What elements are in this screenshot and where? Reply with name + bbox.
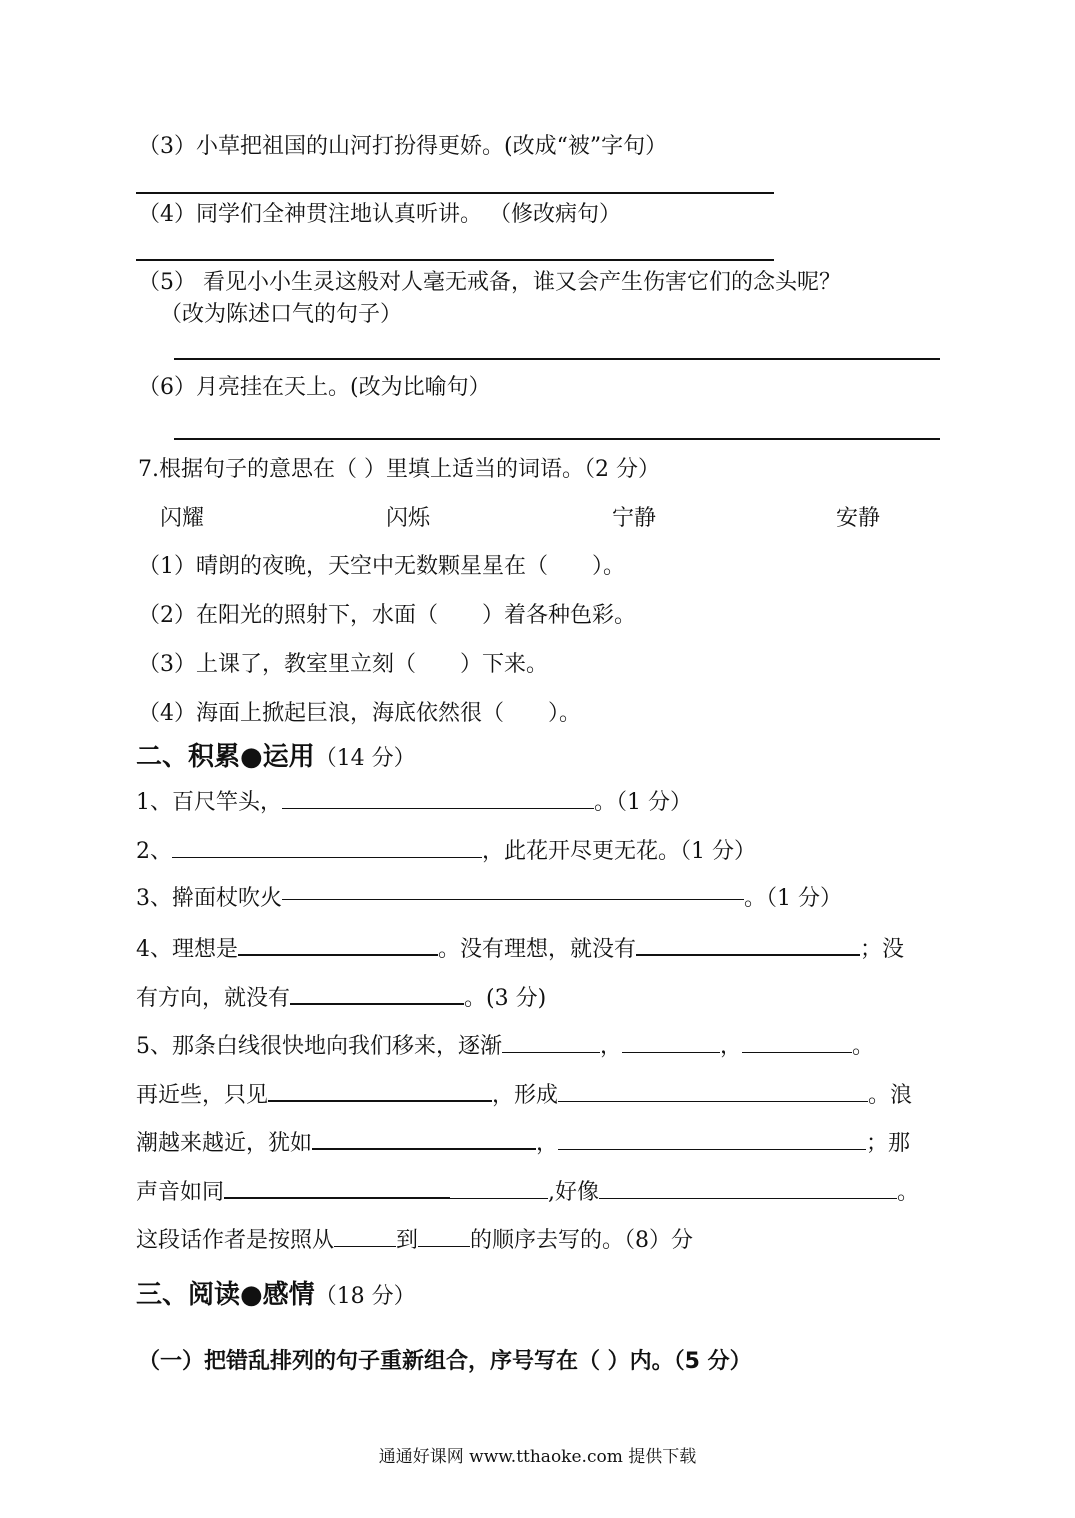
word-option-1: 闪耀 [160, 506, 205, 531]
section-3-question-1-text: （一）把错乱排列的句子重新组合，序号写在（ ）内。（5 分） [138, 1349, 752, 1374]
s2-item-5-text-d: 。浪 [868, 1083, 913, 1108]
s2-item-5-blank-3[interactable] [742, 1030, 852, 1053]
s2-item-5-text-f: ， [536, 1131, 559, 1156]
section-3-score: （18 分） [314, 1284, 416, 1309]
s2-item-2 [136, 835, 756, 867]
s2-item-5-line-3 [136, 1126, 910, 1159]
s2-item-5-blank-6[interactable] [312, 1126, 536, 1150]
s2-item-5-blank-11[interactable] [334, 1224, 396, 1247]
word-option-4: 安静 [836, 506, 881, 531]
s2-item-5-text-m: 的顺序去写的。（8）分 [470, 1228, 694, 1253]
section-2-score: （14 分） [314, 746, 416, 771]
s2-item-5-blank-12[interactable] [418, 1224, 470, 1247]
s2-item-5-line-1 [136, 1030, 874, 1062]
question-4: （4）同学们全神贯注地认真听讲。 （修改病句） [138, 202, 621, 227]
answer-line-3[interactable] [136, 192, 774, 194]
s2-item-5-blank-7[interactable] [558, 1127, 866, 1150]
s2-item-1-score: 。（1 分） [594, 790, 692, 815]
s2-item-1 [136, 786, 692, 818]
question-6: （6）月亮挂在天上。(改为比喻句） [138, 375, 491, 400]
s2-item-1-blank[interactable] [282, 786, 594, 809]
question-7-item-3: （3）上课了，教室里立刻（ ）下来。 [138, 652, 548, 677]
s2-item-5-text-j: 。 [897, 1180, 920, 1205]
s2-item-5-text-e: 潮越来越近，犹如 [136, 1131, 313, 1156]
question-3: （3）小草把祖国的山河打扮得更娇。(改成“被”字句） [138, 134, 668, 159]
s2-item-4-blank-3[interactable] [290, 981, 464, 1005]
s2-item-5-line-2 [136, 1078, 912, 1111]
s2-item-5-text-g: ；那 [866, 1131, 911, 1156]
s2-item-3 [136, 884, 842, 914]
s2-item-4-cont [136, 981, 546, 1014]
question-5-instruction: （改为陈述口气的句子） [160, 302, 403, 327]
answer-line-4[interactable] [136, 259, 774, 261]
section-3-question-1 [138, 1347, 752, 1377]
question-5: （5） 看见小小生灵这般对人毫无戒备，谁又会产生伤害它们的念头呢？ [138, 270, 841, 295]
s2-item-5-blank-8[interactable] [224, 1175, 450, 1199]
s2-item-5-blank-9[interactable] [450, 1176, 548, 1199]
s2-item-4-text-c: ；没 [860, 937, 905, 962]
question-7-item-1: （1）晴朗的夜晚，天空中无数颗星星在（ ）。 [138, 554, 625, 579]
question-7-item-2: （2）在阳光的照射下，水面（ ）着各种色彩。 [138, 603, 636, 628]
s2-item-5-text-a: 5、那条白线很快地向我们移来，逐渐 [136, 1034, 502, 1059]
section-3-title: 三、阅读●感情 [136, 1280, 315, 1310]
s2-item-5-line-5 [136, 1224, 693, 1256]
s2-item-5-text-k: 这段话作者是按照从 [136, 1228, 335, 1253]
s2-item-2-number: 2、 [136, 839, 172, 864]
s2-item-5-text-c: ，形成 [492, 1083, 559, 1108]
s2-item-4-text-b: 。没有理想，就没有 [438, 937, 637, 962]
section-3-heading [136, 1280, 416, 1312]
answer-line-6[interactable] [174, 438, 940, 440]
answer-line-5[interactable] [174, 358, 940, 360]
s2-item-5-blank-2[interactable] [622, 1030, 720, 1053]
s2-item-2-text: ，此花开尽更无花。（1 分） [482, 839, 756, 864]
s2-item-3-score: 。（1 分） [744, 886, 842, 911]
s2-item-2-blank[interactable] [172, 835, 482, 858]
s2-item-1-text: 1、百尺竿头， [136, 790, 282, 815]
comma: ， [600, 1034, 623, 1059]
s2-item-5-blank-10[interactable] [599, 1176, 897, 1199]
s2-item-4-text-a: 4、理想是 [136, 937, 238, 962]
page-footer: 通通好课网 www.tthaoke.com 提供下载 [378, 1447, 697, 1467]
comma: ， [720, 1034, 743, 1059]
s2-item-5-text-h: 声音如同 [136, 1180, 225, 1205]
period: 。 [852, 1034, 875, 1059]
s2-item-5-blank-1[interactable] [502, 1030, 600, 1053]
section-2-heading [136, 742, 416, 774]
s2-item-5-text-i: ,好像 [548, 1180, 600, 1205]
section-2-title: 二、积累●运用 [136, 742, 315, 772]
s2-item-5-blank-5[interactable] [558, 1079, 868, 1102]
s2-item-5-blank-4[interactable] [268, 1078, 492, 1102]
s2-item-4-blank-1[interactable] [238, 932, 438, 956]
s2-item-4-score: 。(3 分) [464, 986, 547, 1011]
question-7-title: 7.根据句子的意思在（ ）里填上适当的词语。（2 分） [138, 457, 660, 482]
s2-item-5-line-4 [136, 1175, 919, 1208]
s2-item-4-blank-2[interactable] [636, 932, 860, 956]
s2-item-3-text: 3、擀面杖吹火 [136, 886, 282, 911]
s2-item-4 [136, 932, 904, 965]
question-7-item-4: （4）海面上掀起巨浪，海底依然很（ ）。 [138, 701, 581, 726]
word-option-3: 宁静 [612, 506, 657, 531]
s2-item-3-blank[interactable] [282, 899, 744, 900]
s2-item-5-text-b: 再近些，只见 [136, 1083, 269, 1108]
s2-item-5-text-l: 到 [396, 1228, 419, 1253]
s2-item-4-text-d: 有方向，就没有 [136, 986, 291, 1011]
word-option-2: 闪烁 [386, 506, 431, 531]
